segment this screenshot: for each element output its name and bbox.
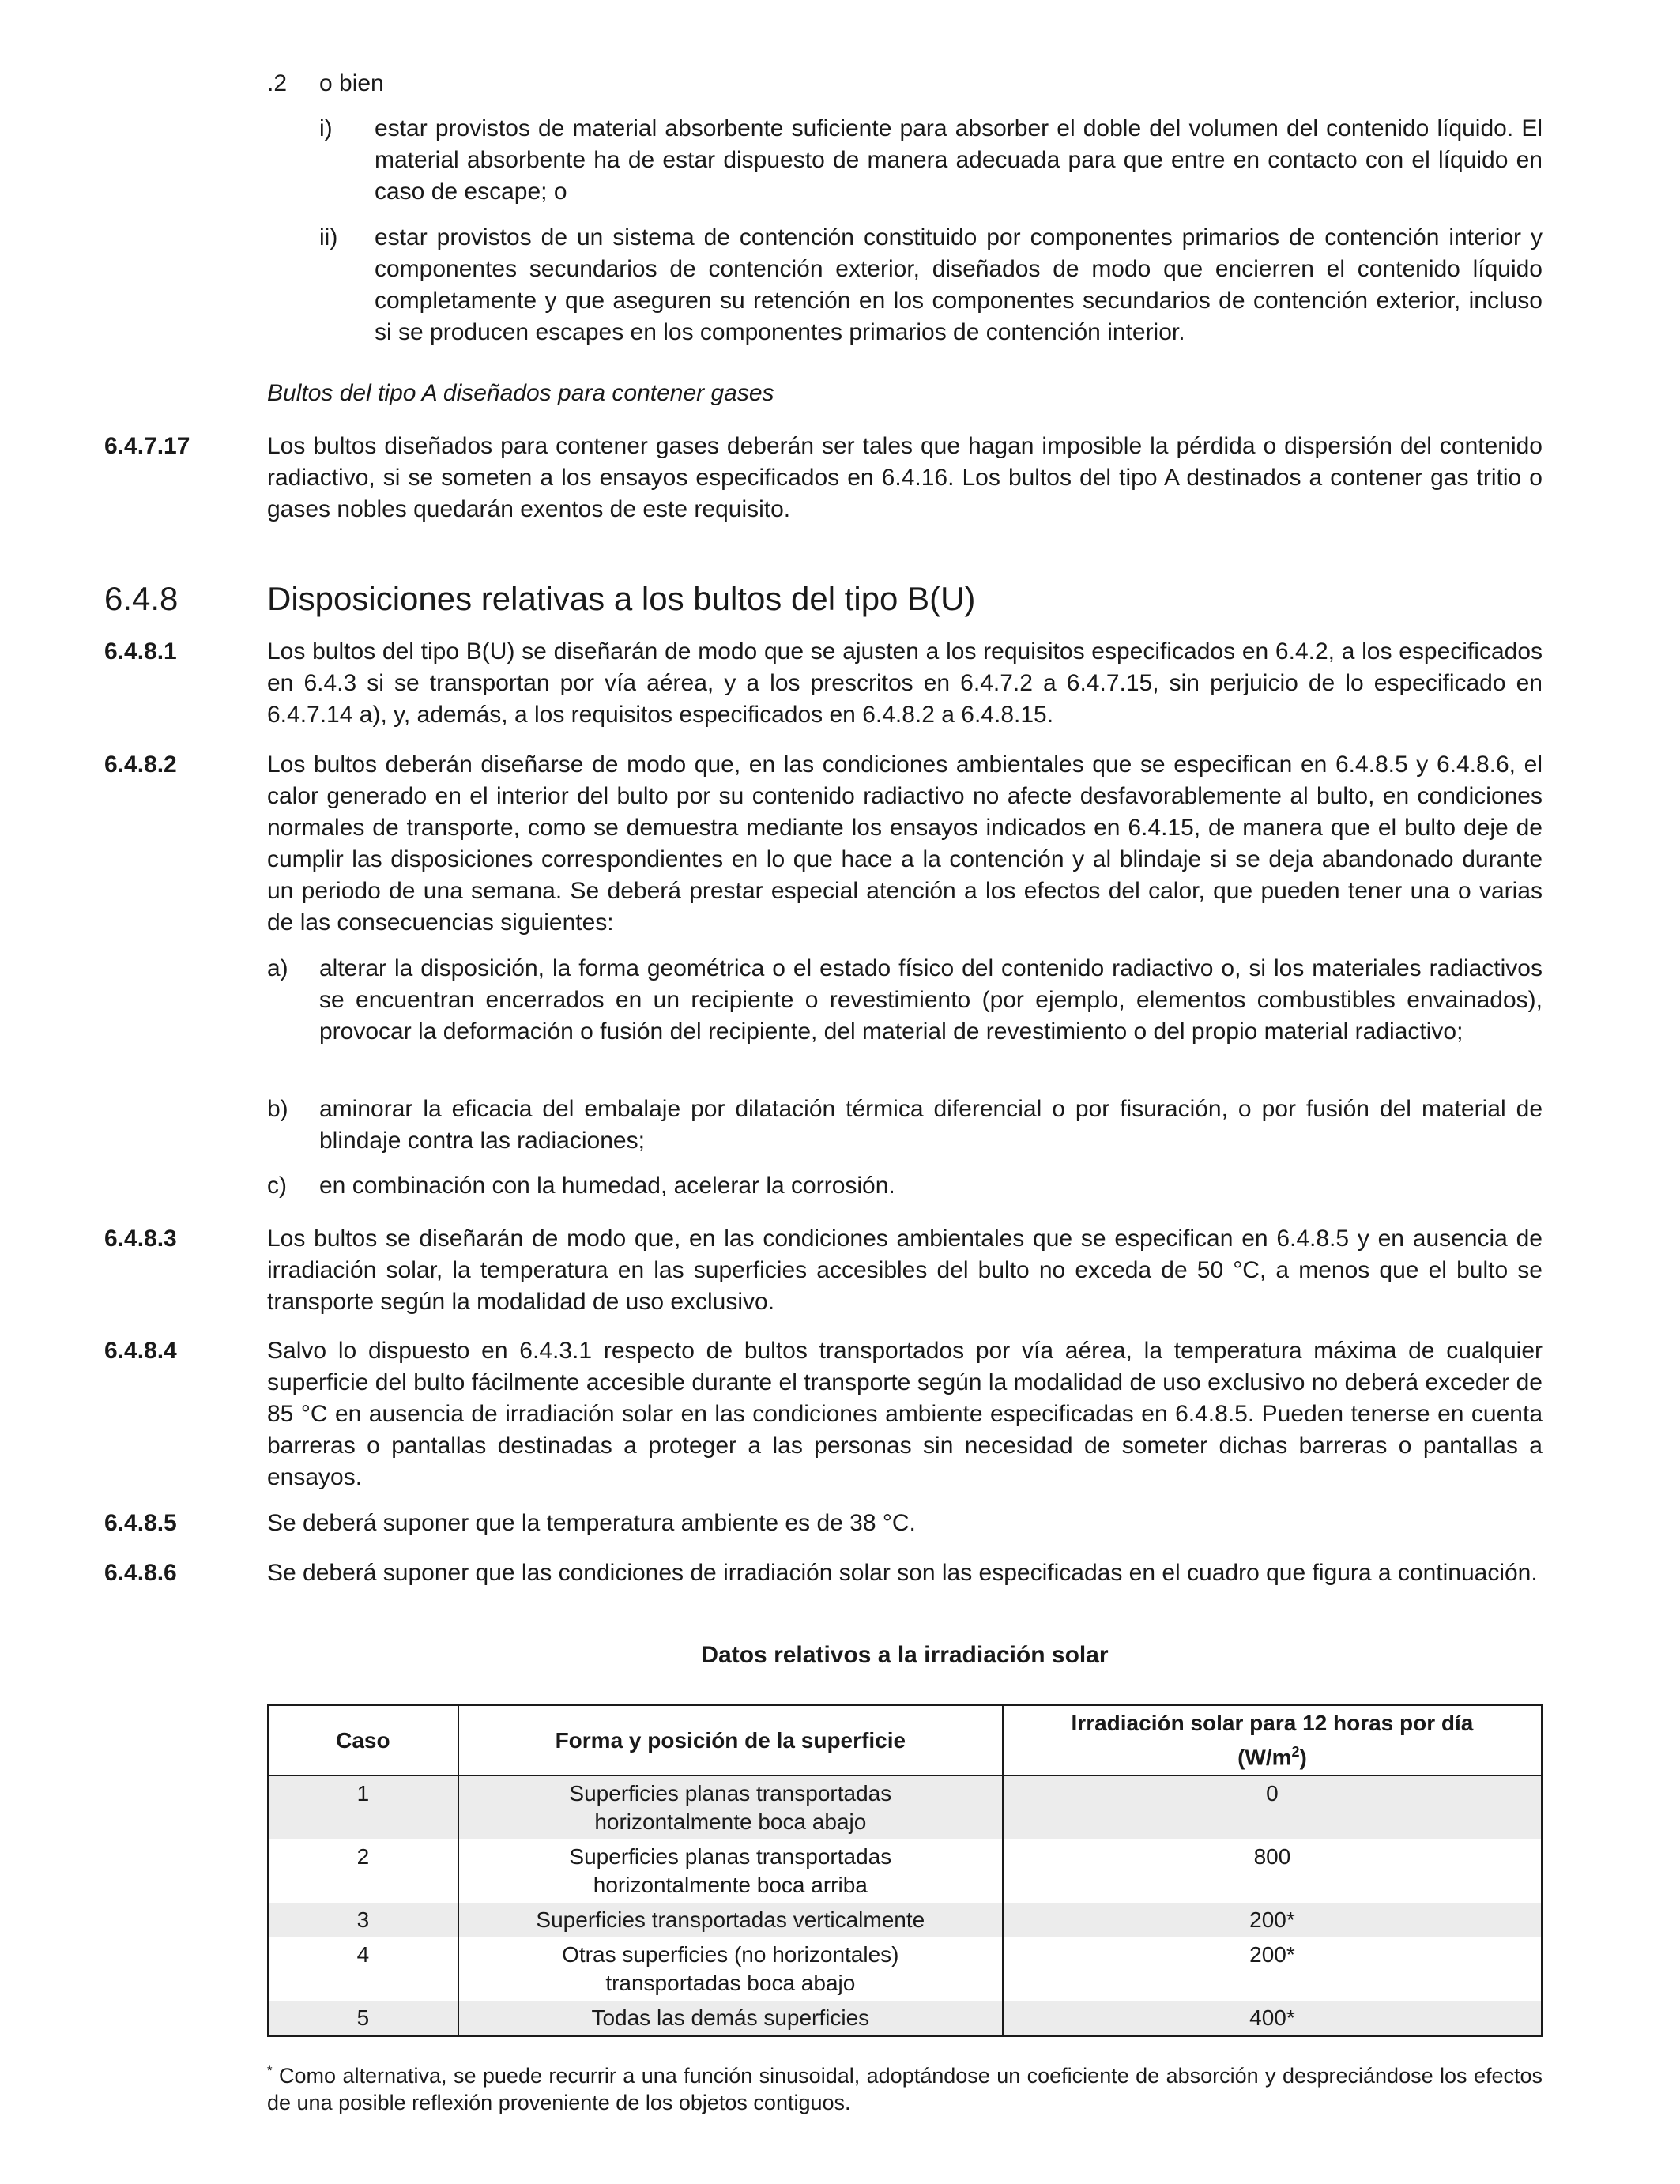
sublist-item-i: estar provistos de material absorbente suficiente para absorber el doble del volumen del contenido líquido. El material absorbente ha de estar dispuesto de manera adecuada para que entre en contacto con el líquido en caso de escape; o bbox=[375, 115, 1543, 205]
list-item-a: alterar la disposición, la forma geométrica o el estado físico del contenido radiactivo o, si los materiales radiactivos se encuentran encerrados en un recipiente o revestimiento (por ejemplo, elementos combustibles envainados), provocar la deformación o fusión del recipiente, del material de revestimiento o del propio material radiactivo; bbox=[319, 955, 1543, 1045]
section-number: 6.4.8 bbox=[104, 580, 179, 617]
cell-valor: 0 bbox=[1003, 1775, 1542, 1839]
footnote-mark: * bbox=[267, 2063, 273, 2078]
cell-forma: Superficies transportadas verticalmente bbox=[458, 1903, 1003, 1937]
paragraph-number-6481: 6.4.8.1 bbox=[104, 638, 177, 665]
section-title: Disposiciones relativas a los bultos del tipo B(U) bbox=[267, 580, 976, 617]
cell-forma-line1: Superficies planas transportadas bbox=[569, 1844, 892, 1870]
list-marker-c: c) bbox=[267, 1173, 287, 1199]
paragraph-number-6483: 6.4.8.3 bbox=[104, 1226, 177, 1252]
subheading-gases: Bultos del tipo A diseñados para contener gases bbox=[267, 380, 774, 406]
header-irradiacion-line1: Irradiación solar para 12 horas por día bbox=[1071, 1711, 1474, 1735]
cell-forma-line2: horizontalmente boca arriba bbox=[593, 1873, 868, 1898]
paragraph-6481: Los bultos del tipo B(U) se diseñarán de modo que se ajusten a los requisitos especificados en 6.4.2, a los especificados en 6.4.3 si se transportan por vía aérea, y a los prescritos en 6.4.7.2 a 6.4.7.15, sin perjuicio de lo especificado en 6.4.7.14 a), y, además, a los requisitos especificados en 6.4.8.2 a 6.4.8.15. bbox=[267, 638, 1543, 728]
paragraph-6483: Los bultos se diseñarán de modo que, en las condiciones ambientales que se especifican en 6.4.8.5 y en ausencia de irradiación solar, la temperatura en las superficies accesibles del bulto no exceda de 50 °C, a menos que el bulto se transporte según la modalidad de uso exclusivo. bbox=[267, 1226, 1543, 1315]
cell-forma bbox=[458, 1937, 1003, 2001]
paragraph-6485: Se deberá suponer que la temperatura ambiente es de 38 °C. bbox=[267, 1510, 916, 1536]
cell-forma-line1: Otras superficies (no horizontales) bbox=[562, 1942, 899, 1967]
table-title: Datos relativos a la irradiación solar bbox=[701, 1642, 1109, 1668]
cell-caso: 2 bbox=[268, 1839, 458, 1903]
header-caso: Caso bbox=[268, 1705, 458, 1775]
cell-caso: 5 bbox=[268, 2001, 458, 2036]
header-forma: Forma y posición de la superficie bbox=[458, 1705, 1003, 1775]
list-marker-b: b) bbox=[267, 1096, 288, 1122]
table-row bbox=[268, 1903, 1542, 1937]
cell-valor: 400* bbox=[1003, 2001, 1542, 2036]
list-marker-2: .2 bbox=[267, 70, 288, 96]
header-irradiacion-unit: (W/m bbox=[1237, 1745, 1292, 1770]
paragraph-number-6482: 6.4.8.2 bbox=[104, 751, 177, 778]
cell-valor: 200* bbox=[1003, 1937, 1542, 2001]
list-item-b: aminorar la eficacia del embalaje por dilatación térmica diferencial o por fisuración, o por fusión del material de blindaje contra las radiaciones; bbox=[319, 1096, 1543, 1154]
paragraph-6482: Los bultos deberán diseñarse de modo que, en las condiciones ambientales que se especifican en 6.4.8.5 y 6.4.8.6, el calor generado en el interior del bulto por su contenido radiactivo no afecte desfavorablemente al bulto, en condiciones normales de transporte, como se demuestra mediante los ensayos indicados en 6.4.15, de manera que el bulto deje de cumplir las disposiciones correspondientes en lo que hace a la contención y al blindaje si se deja abandonado durante un periodo de una semana. Se deberá prestar especial atención a los efectos del calor, que pueden tener una o varias de las consecuencias siguientes: bbox=[267, 751, 1543, 936]
sublist-marker-ii: ii) bbox=[319, 224, 338, 250]
cell-forma: Todas las demás superficies bbox=[458, 2001, 1003, 2036]
cell-caso: 4 bbox=[268, 1937, 458, 2001]
sublist-item-ii: estar provistos de un sistema de contención constituido por componentes primarios de contención interior y componentes secundarios de contención exterior, diseñados de modo que encierren el contenido líquido completamente y que aseguren su retención en los componentes secundarios de contención exterior, incluso si se producen escapes en los componentes primarios de contención interior. bbox=[375, 224, 1543, 345]
solar-irradiation-table bbox=[267, 1704, 1543, 2037]
header-irradiacion-exponent: 2 bbox=[1291, 1744, 1300, 1760]
cell-caso: 1 bbox=[268, 1775, 458, 1839]
cell-forma bbox=[458, 1839, 1003, 1903]
paragraph-number-6484: 6.4.8.4 bbox=[104, 1338, 177, 1364]
table-row bbox=[268, 1775, 1542, 1839]
cell-forma-line1: Superficies planas transportadas bbox=[569, 1781, 892, 1806]
list-item-c: en combinación con la humedad, acelerar la corrosión. bbox=[319, 1173, 895, 1199]
table-header-row bbox=[268, 1705, 1542, 1775]
table-row bbox=[268, 1839, 1542, 1903]
list-marker-a: a) bbox=[267, 955, 288, 981]
footnote-text: Como alternativa, se puede recurrir a una función sinusoidal, adoptándose un coeficiente de absorción y despreciándose los efectos de una posible reflexión proveniente de los objetos contiguos. bbox=[267, 2064, 1543, 2114]
cell-valor: 200* bbox=[1003, 1903, 1542, 1937]
header-irradiacion bbox=[1003, 1705, 1542, 1775]
paragraph-6484: Salvo lo dispuesto en 6.4.3.1 respecto de bultos transportados por vía aérea, la temperatura máxima de cualquier superficie del bulto fácilmente accesible durante el transporte según la modalidad de uso exclusivo no deberá exceder de 85 °C en ausencia de irradiación solar en las condiciones ambiente especificadas en 6.4.8.5. Pueden tenerse en cuenta barreras o pantallas destinadas a proteger a las personas sin necesidad de someter dichas barreras o pantallas a ensayos. bbox=[267, 1338, 1543, 1490]
sublist-marker-i: i) bbox=[319, 115, 333, 141]
table-row bbox=[268, 2001, 1542, 2036]
paragraph-number-6485: 6.4.8.5 bbox=[104, 1510, 177, 1536]
paragraph-6486: Se deberá suponer que las condiciones de irradiación solar son las especificadas en el cuadro que figura a continuación. bbox=[267, 1560, 1538, 1586]
cell-forma-line2: horizontalmente boca abajo bbox=[594, 1809, 867, 1835]
header-irradiacion-unit-close: ) bbox=[1299, 1745, 1307, 1770]
paragraph-64717: Los bultos diseñados para contener gases deberán ser tales que hagan imposible la pérdida o dispersión del contenido radiactivo, si se someten a los ensayos especificados en 6.4.16. Los bultos del tipo A destinados a contener gas tritio o gases nobles quedarán exentos de este requisito. bbox=[267, 433, 1543, 522]
cell-caso: 3 bbox=[268, 1903, 458, 1937]
table-row bbox=[268, 1937, 1542, 2001]
paragraph-number-6486: 6.4.8.6 bbox=[104, 1560, 177, 1586]
cell-valor: 800 bbox=[1003, 1839, 1542, 1903]
list-intro: o bien bbox=[319, 70, 384, 96]
table-footnote bbox=[267, 2058, 1543, 2116]
cell-forma bbox=[458, 1775, 1003, 1839]
paragraph-number-64717: 6.4.7.17 bbox=[104, 433, 190, 459]
cell-forma-line2: transportadas boca abajo bbox=[605, 1971, 856, 1996]
